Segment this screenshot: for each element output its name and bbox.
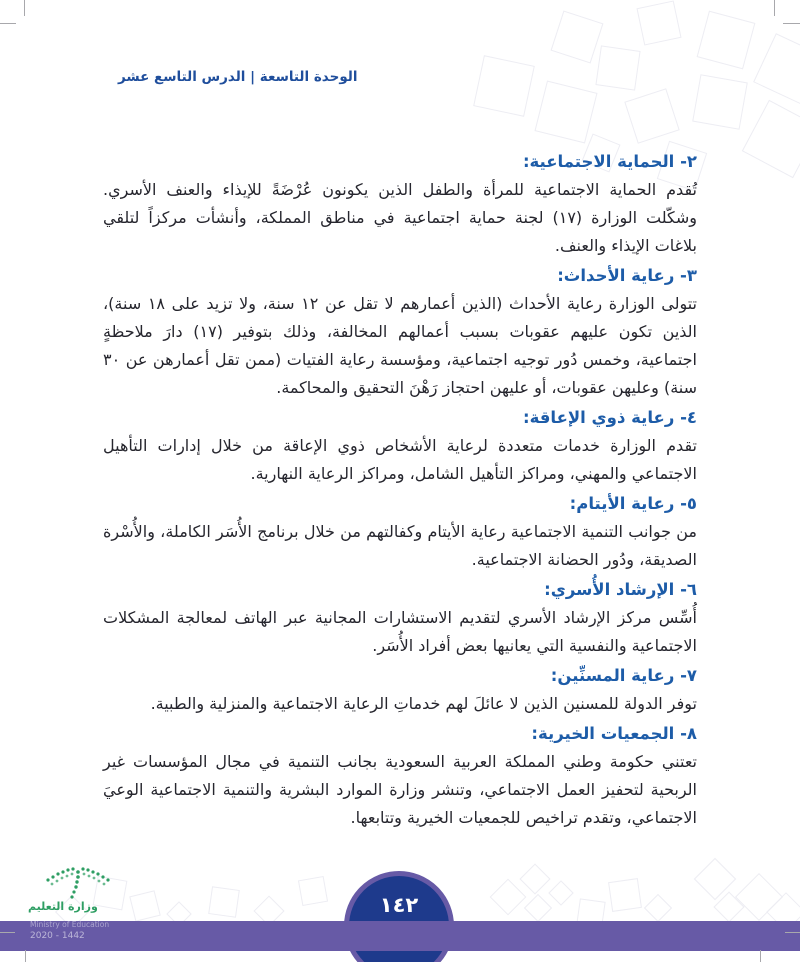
crop-mark-bottom-right-h	[785, 932, 800, 933]
decorative-square	[490, 879, 527, 916]
crop-mark-top-right-v	[774, 0, 775, 16]
section-body: تقدم الوزارة خدمات متعددة لرعاية الأشخاص ذوي الإعاقة من خلال إدارات التأهيل الاجتماعي والمهني، ومراكز التأهيل الشامل، ومراكز الرعاية النهارية.	[103, 436, 697, 483]
decorative-square	[548, 880, 573, 905]
lesson-content	[103, 146, 697, 832]
section-orphan-care	[103, 490, 697, 574]
decorative-square	[473, 55, 535, 117]
decorative-square	[644, 894, 672, 922]
decorative-square	[208, 886, 240, 918]
section-heading: ٦- الإرشاد الأُسري:	[544, 580, 697, 599]
crop-mark-bottom-left-v	[25, 950, 26, 962]
decorative-square	[298, 876, 328, 906]
decorative-square	[551, 11, 604, 64]
ministry-emblem-icon	[46, 864, 110, 904]
section-family-counseling	[103, 576, 697, 660]
crop-mark-top-right-h	[783, 23, 800, 24]
crop-mark-bottom-left-h	[0, 932, 15, 933]
crop-mark-top-left-v	[24, 0, 25, 16]
section-juvenile-care	[103, 262, 697, 402]
decorative-square	[753, 33, 800, 105]
ministry-logo-english-wordmark: Ministry of Education	[30, 920, 110, 929]
page-number: ١٤٢	[379, 893, 419, 917]
crop-mark-bottom-right-v	[760, 950, 761, 962]
section-body: توفر الدولة للمسنين الذين لا عائلَ لهم خدماتِ الرعاية الاجتماعية والمنزلية والطبية.	[150, 694, 697, 713]
section-elderly-care	[103, 662, 697, 718]
decorative-square	[636, 0, 681, 45]
section-social-protection	[103, 148, 697, 260]
section-heading: ٤- رعاية ذوي الإعاقة:	[523, 408, 697, 427]
decorative-square	[524, 894, 552, 922]
section-body: تعتني حكومة وطني المملكة العربية السعودية بجانب التنمية في مجال المؤسسات غير الربحية لتحفيز العمل الاجتماعي، وتنشر وزارة الموارد البشرية والتنمية الاجتماعية الوعيَ الاجتماعي، وتقدم تراخيص للجمعيات الخيرية وتتابعها.	[103, 752, 697, 827]
decorative-square	[692, 74, 748, 130]
section-heading: ٥- رعاية الأيتام:	[569, 494, 697, 513]
decorative-square	[534, 80, 597, 143]
section-body: من جوانب التنمية الاجتماعية رعاية الأيتام وكفالتهم من خلال برنامج الأُسَر الكاملة، والأُسْرة الصديقة، ودُور الحضانة الاجتماعية.	[103, 522, 697, 569]
section-heading: ٨- الجمعيات الخيرية:	[531, 724, 697, 743]
decorative-square	[742, 100, 800, 178]
section-charities	[103, 720, 697, 832]
section-body: أُسِّس مركز الإرشاد الأسري لتقديم الاستشارات المجانية عبر الهاتف لمعالجة المشكلات الاجتماعية والنفسية التي يعانيها بعض أفراد الأُسَر.	[103, 608, 697, 655]
decorative-square	[608, 878, 642, 912]
section-body: تُقدم الحماية الاجتماعية للمرأة والطفل الذين يكونون عُرْضَةً للإيذاء والعنف الأسري. وشكّلت الوزارة (١٧) لجنة حماية اجتماعية في مناطق المملكة، وأنشأت مركزاً لتلقي بلاغات الإيذاء والعنف.	[103, 180, 698, 255]
page-header: الوحدة التاسعة | الدرس التاسع عشر	[118, 69, 358, 85]
decorative-square	[624, 88, 679, 143]
ministry-logo-year: 2020 - 1442	[30, 931, 85, 941]
decorative-square	[595, 45, 640, 90]
ministry-logo	[26, 860, 146, 950]
crop-mark-top-left-h	[0, 23, 16, 24]
decorative-square	[697, 11, 756, 70]
section-heading: ٣- رعاية الأحداث:	[557, 266, 697, 285]
ministry-logo-arabic-wordmark: وزارة التعليم	[28, 900, 98, 913]
section-disability-care	[103, 404, 697, 488]
section-heading: ٧- رعاية المسنِّين:	[550, 666, 697, 685]
section-heading: ٢- الحماية الاجتماعية:	[522, 152, 697, 171]
section-body: تتولى الوزارة رعاية الأحداث (الذين أعمارهم لا تقل عن ١٢ سنة، ولا تزيد على ١٨ سنة)، الذين تكون عليهم عقوبات بسبب أعمالهم المخالفة، وذلك بتوفير (١٧) دارَ ملاحظةٍ اجتماعية، وخمس دُور توجيه اجتماعية، ومؤسسة رعاية الفتيات (ممن تقل أعمارهن عن ٣٠ سنة) وعليهن عقوبات، أو عليهن احتجاز رَهْنَ التحقيق والمحاكمة.	[103, 294, 697, 397]
decorative-square	[519, 863, 550, 894]
